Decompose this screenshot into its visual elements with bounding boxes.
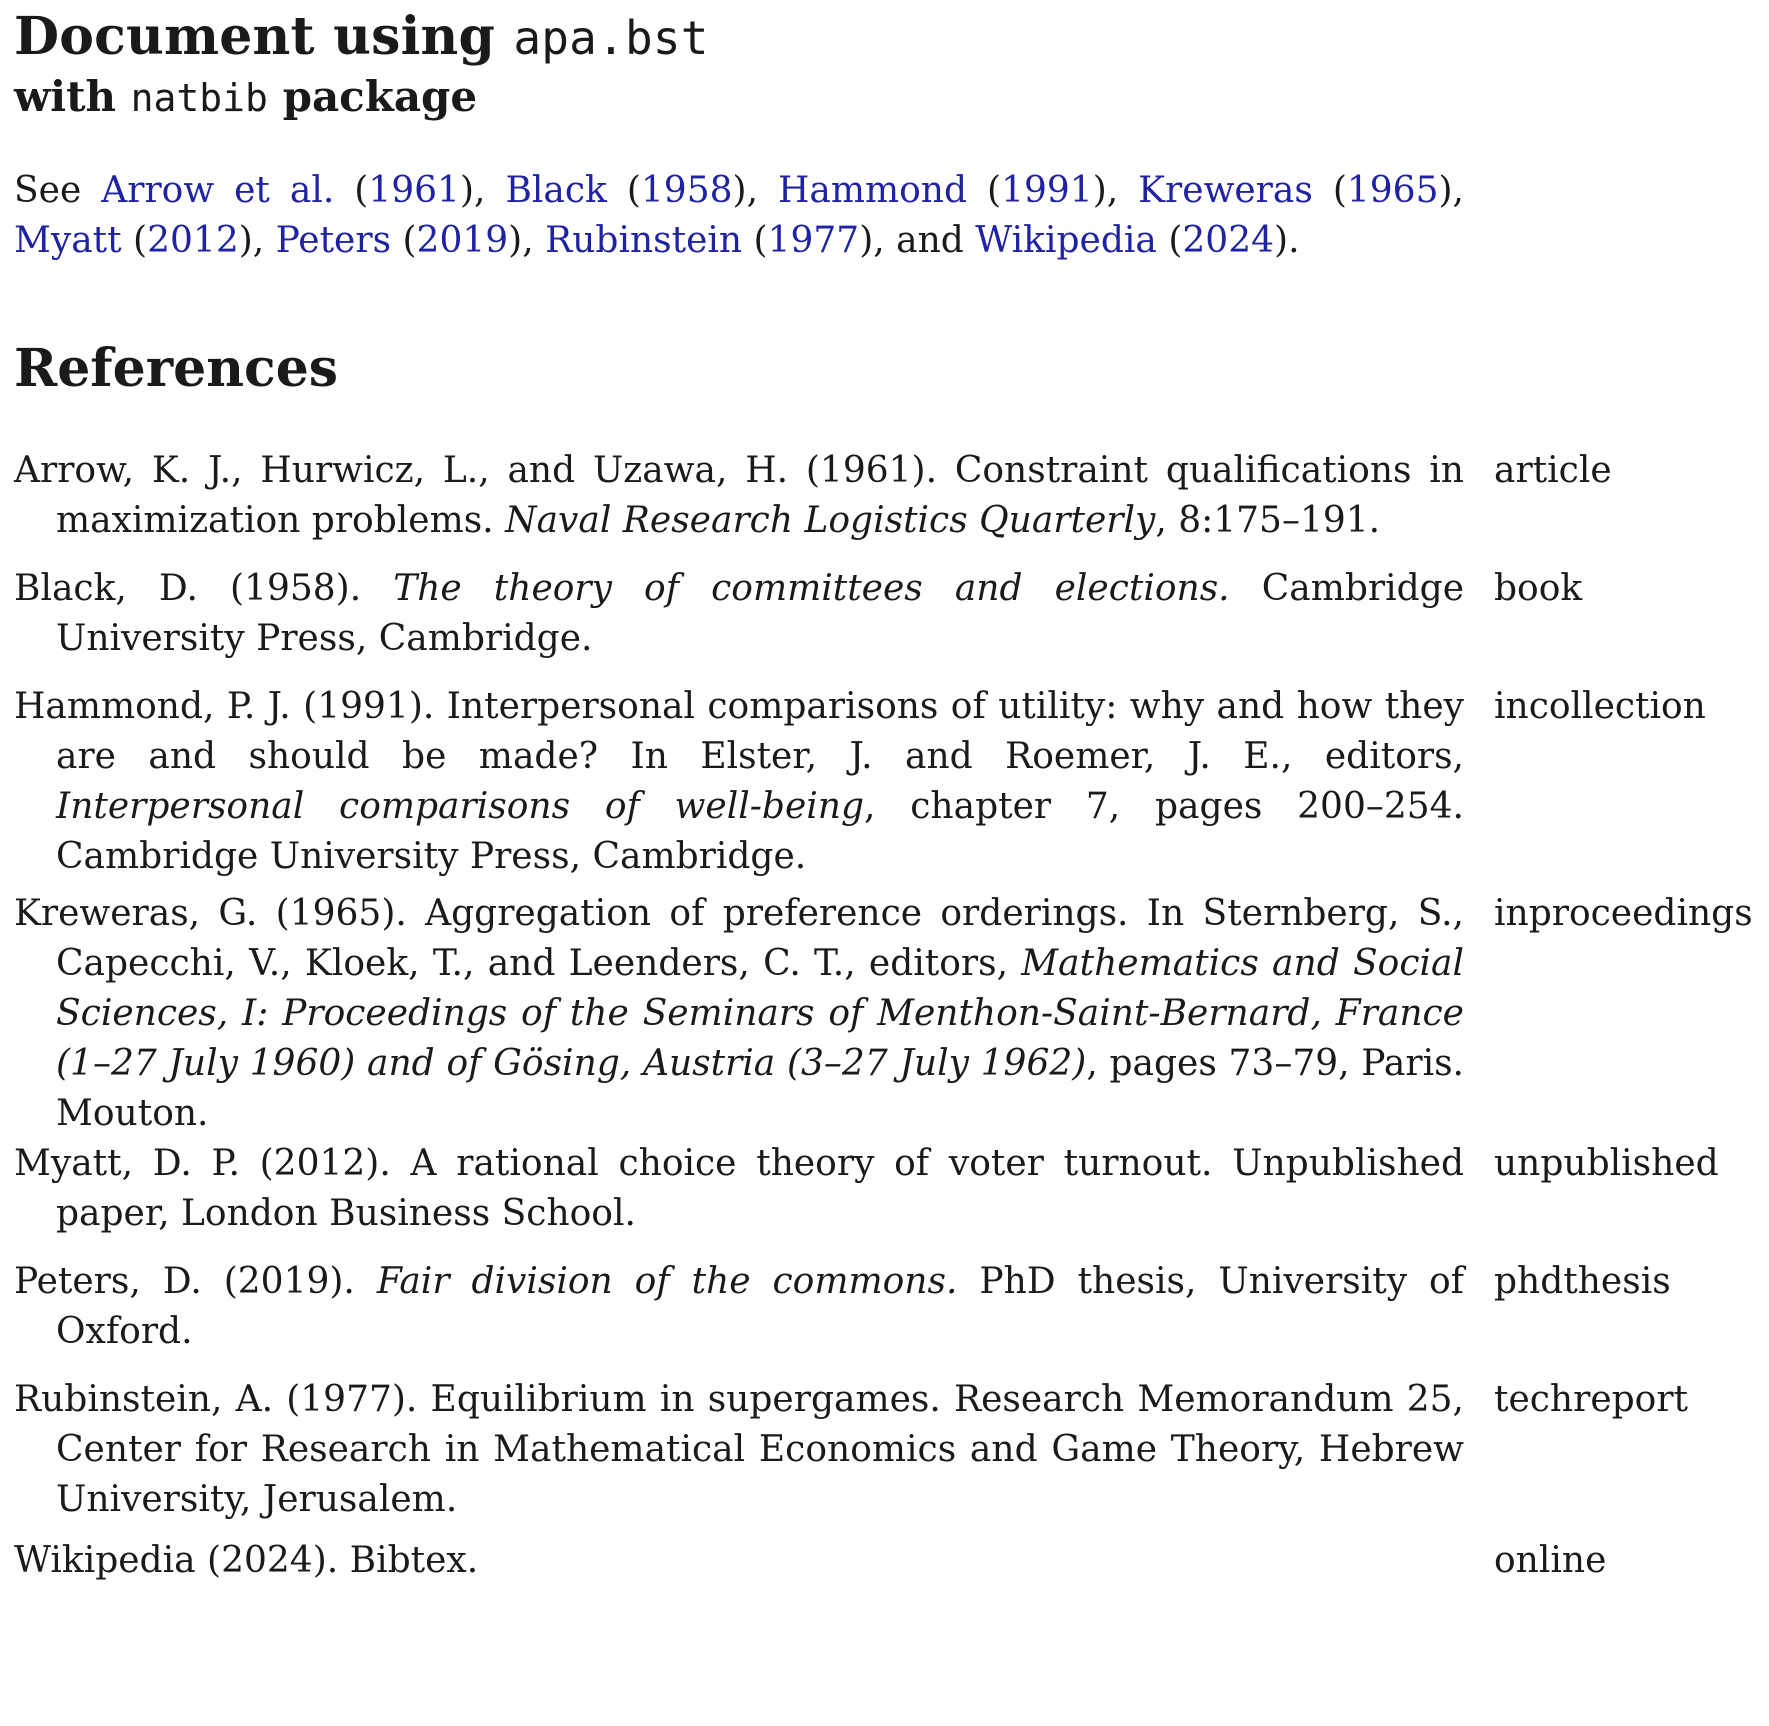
citation-year[interactable]: 2012	[147, 220, 239, 261]
citation-year[interactable]: 1961	[368, 170, 460, 211]
reference-tail-text: , pages 73–79, Paris. Mouton.	[56, 1043, 1465, 1134]
reference-text	[14, 1375, 1464, 1525]
reference-text	[14, 446, 1464, 546]
reference-tail-text: , 8:175–191.	[1155, 500, 1381, 541]
reference-entry	[14, 1536, 1754, 1586]
reference-entry	[14, 446, 1754, 546]
subtitle-code: natbib	[130, 76, 268, 120]
reference-text	[14, 682, 1464, 882]
citation-link[interactable]: Myatt (2012)	[14, 220, 253, 261]
reference-main-text: Myatt, D. P. (2012). A rational choice theory of voter turnout. Unpublished paper, London Business School.	[14, 1143, 1464, 1234]
reference-text	[14, 1139, 1464, 1239]
citation-author[interactable]: Arrow et al.	[101, 170, 335, 211]
citation-year[interactable]: 1991	[1001, 170, 1093, 211]
citation-author[interactable]: Wikipedia	[975, 220, 1157, 261]
document-page	[14, 0, 1754, 1581]
reference-main-text: Wikipedia (2024). Bibtex.	[14, 1540, 479, 1581]
reference-type-label: inproceedings	[1494, 893, 1753, 934]
citation-year[interactable]: 1977	[767, 220, 860, 261]
intro-paragraph: See Arrow et al. (1961), Black (1958), Hammond (1991), Kreweras (1965), Myatt (2012), Peters (2019), Rubinstein (1977), and Wikipedia (2024).	[14, 170, 1464, 261]
reference-main-text: Black, D. (1958).	[14, 568, 394, 609]
reference-entry	[14, 682, 1754, 882]
document-title	[14, 0, 1754, 69]
reference-text	[14, 889, 1464, 1139]
reference-title-italic: Naval Research Logistics Quarterly	[505, 500, 1156, 541]
intro-lead: See	[14, 170, 102, 211]
reference-entry	[14, 1375, 1754, 1525]
reference-entry	[14, 564, 1754, 664]
citation-year[interactable]: 2024	[1182, 220, 1275, 261]
citation-link[interactable]: Arrow et al. (1961)	[101, 170, 475, 211]
citation-year[interactable]: 2019	[416, 220, 509, 261]
citation-link[interactable]: Black (1958)	[505, 170, 747, 211]
reference-type-label: article	[1494, 450, 1612, 491]
title-prefix: Document using	[14, 6, 514, 67]
reference-main-text: Arrow, K. J., Hurwicz, L., and Uzawa, H. (1961). Constraint qualifications in maximization problems.	[14, 450, 1464, 541]
subtitle-suffix: package	[267, 72, 478, 121]
citation-year[interactable]: 1958	[640, 170, 733, 211]
reference-type-label: incollection	[1494, 686, 1706, 727]
reference-text	[14, 1536, 1464, 1586]
reference-text	[14, 1257, 1464, 1357]
citation-author[interactable]: Kreweras	[1138, 170, 1313, 211]
citation-link[interactable]: Wikipedia (2024)	[975, 220, 1289, 261]
reference-type-label: online	[1494, 1540, 1607, 1581]
reference-type-label: phdthesis	[1494, 1261, 1671, 1302]
citation-author[interactable]: Myatt	[14, 220, 122, 261]
citation-link[interactable]: Hammond (1991)	[777, 170, 1107, 211]
reference-title-italic: Interpersonal comparisons of well-being	[56, 786, 865, 827]
reference-tail-text: Cambridge University Press, Cambridge.	[56, 568, 1464, 659]
reference-text	[14, 564, 1464, 664]
reference-entry	[14, 1257, 1754, 1357]
citation-link[interactable]: Peters (2019)	[275, 220, 523, 261]
citation-link[interactable]: Rubinstein (1977)	[545, 220, 874, 261]
title-code: apa.bst	[513, 11, 709, 65]
reference-type-label: techreport	[1494, 1379, 1689, 1420]
reference-entry	[14, 889, 1754, 1139]
subtitle-prefix: with	[14, 72, 131, 121]
reference-tail-text: PhD thesis, University of Oxford.	[56, 1261, 1464, 1352]
citation-author[interactable]: Hammond	[777, 170, 968, 211]
citation-author[interactable]: Peters	[275, 220, 392, 261]
reference-title-italic: The theory of committees and elections.	[393, 568, 1230, 609]
intro-conjunction: and	[896, 220, 976, 261]
reference-title-italic: Mathematics and Social Sciences, I: Proceedings of the Seminars of Menthon-Saint-Bernard, France (1–27 July 1960) and of Gösing, Austria (3–27 July 1962)	[56, 943, 1464, 1084]
references-heading: References	[14, 338, 339, 399]
citation-year[interactable]: 1965	[1346, 170, 1439, 211]
citation-author[interactable]: Rubinstein	[545, 220, 743, 261]
reference-main-text: Rubinstein, A. (1977). Equilibrium in supergames. Research Memorandum 25, Center for Research in Mathematical Economics and Game Theory, Hebrew University, Jerusalem.	[14, 1379, 1464, 1520]
reference-main-text: Peters, D. (2019).	[14, 1261, 377, 1302]
reference-type-label: unpublished	[1494, 1143, 1719, 1184]
document-subtitle	[14, 69, 1754, 126]
reference-title-italic: Fair division of the commons.	[376, 1261, 958, 1302]
citation-link[interactable]: Kreweras (1965)	[1138, 170, 1453, 211]
citation-author[interactable]: Black	[505, 170, 607, 211]
reference-type-label: book	[1494, 568, 1583, 609]
reference-tail-text: , chapter 7, pages 200–254. Cambridge University Press, Cambridge.	[56, 786, 1464, 877]
reference-entry	[14, 1139, 1754, 1239]
reference-main-text: Kreweras, G. (1965). Aggregation of preference orderings. In Sternberg, S., Capecchi, V., Kloek, T., and Leenders, C. T., editors,	[14, 893, 1464, 984]
reference-main-text: Hammond, P. J. (1991). Interpersonal comparisons of utility: why and how they are and should be made? In Elster, J. and Roemer, J. E., editors,	[14, 686, 1464, 777]
